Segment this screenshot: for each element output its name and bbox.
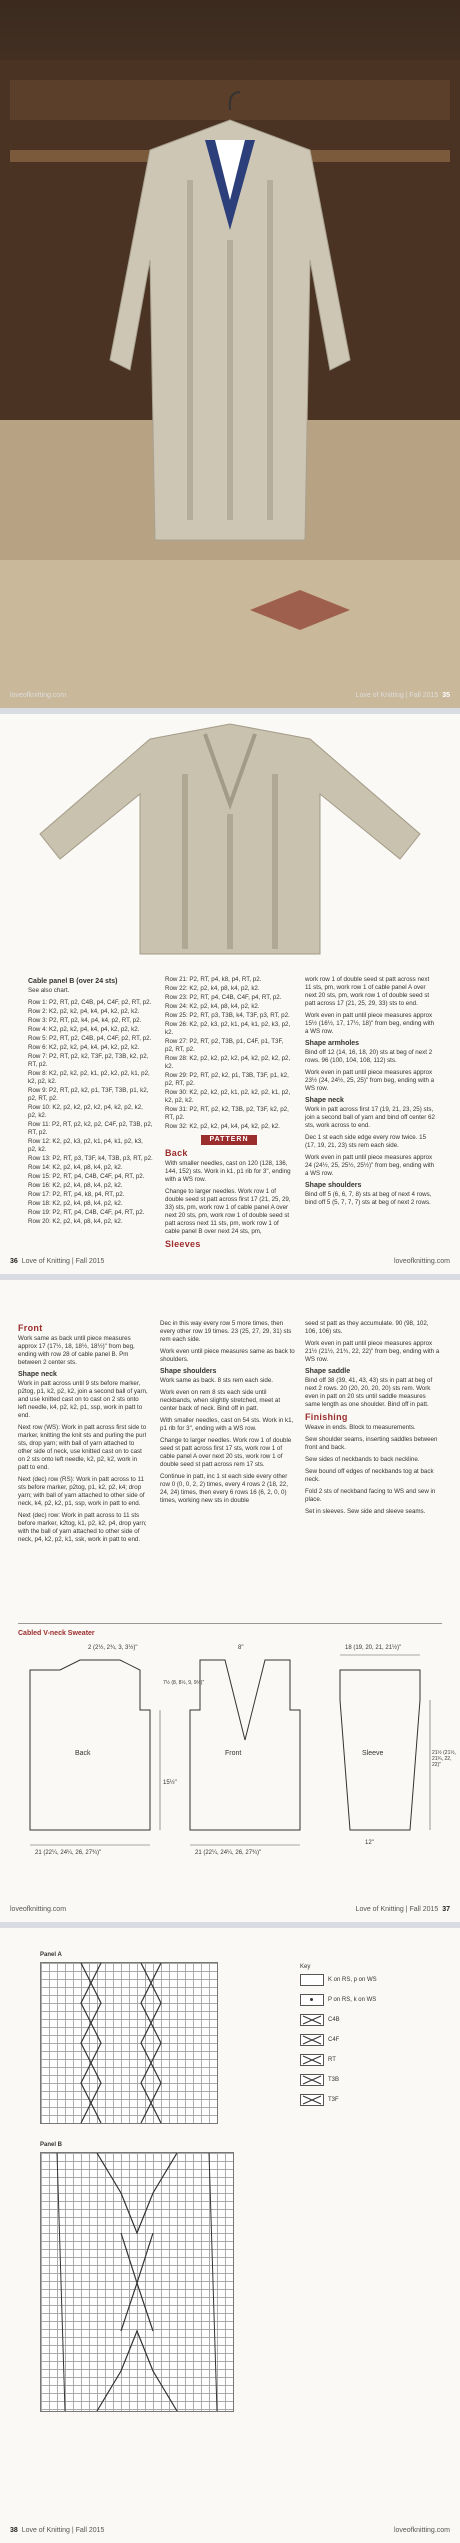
armholes-text: Bind off 12 (14, 16, 18, 20) sts at beg of next 2 rows. 96 (100, 104, 108, 112) sts. — [305, 1049, 433, 1064]
col1-row: Row 19: P2, RT, p4, C4B, C4F, p4, RT, p2. — [28, 1209, 145, 1216]
col2-row: Row 23: P2, RT, p4, C4B, C4F, p4, RT, p2. — [165, 994, 282, 1001]
back-outline — [30, 1660, 150, 1830]
sweater-photo — [0, 0, 460, 708]
footer-url: loveofknitting.com — [10, 691, 67, 699]
col2-row: Row 22: K2, p2, k4, p8, k4, p2, k2. — [165, 985, 260, 992]
key-label: C4B — [328, 2017, 340, 2023]
col1-row: Row 6: K2, p2, k2, p4, k4, p4, k2, p2, k2. — [28, 1044, 140, 1051]
sleeves-text-2: Change to larger needles. Work row 1 of double seed st patt across first 17 sts, work row 1 of cable panel A over next 20 sts, work row 1 of double seed st patt across rem 17 sts. — [160, 1437, 292, 1468]
panel-b-title: Panel B — [40, 2142, 63, 2148]
pattern-label: PATTERN — [201, 1135, 256, 1145]
page-number: 35 — [442, 691, 450, 699]
sleeves-heading: Sleeves — [165, 1239, 201, 1249]
col2-row: Row 32: K2, p2, k2, p4, k4, p4, k2, p2, k2. — [165, 1123, 280, 1130]
col1-row: Row 1: P2, RT, p2, C4B, p4, C4F, p2, RT, p2. — [28, 999, 152, 1006]
col1-row: Row 20: K2, p2, k4, p8, k4, p2, k2. — [28, 1218, 123, 1225]
col2-row: Row 30: K2, p2, k2, p2, k1, p2, k2, p2, k1, p2, k2, p2, k2. — [165, 1089, 291, 1104]
schematic-title: Cabled V-neck Sweater — [18, 1630, 95, 1637]
neck-text: Work in patt across first 17 (19, 21, 23, 25) sts, join a second ball of yarn and bind off center 62 sts, work across to end. — [305, 1106, 435, 1129]
footer-magazine: Love of Knitting | Fall 2015 — [21, 2526, 105, 2534]
key-swatch-icon — [300, 2054, 324, 2066]
neck-heading: Shape neck — [18, 1371, 57, 1378]
dim-width-front: 21 (22¼, 24¼, 26, 27¾)" — [195, 1850, 262, 1856]
shoulders-heading: Shape shoulders — [160, 1368, 217, 1375]
col2-row: Row 29: P2, RT, p2, k2, p1, T3B, T3F, p1, k2, p2, RT, p2. — [165, 1072, 289, 1087]
key-item — [300, 1970, 440, 1990]
sleeve-label: Sleeve — [362, 1750, 384, 1757]
panel-a-cables — [41, 1963, 217, 2123]
col1-row: Row 10: K2, p2, k2, p2, k2, p4, k2, p2, k2, p2, k2. — [28, 1104, 143, 1119]
dim-shoulder: 2 (2½, 2¾, 3, 3½)" — [88, 1645, 138, 1651]
finishing-text-4: Sew bound off edges of neckbands tog at back neck. — [305, 1468, 434, 1483]
col3-text-2: Work even in patt until piece measures approx 15½ (16½, 17, 17½, 18)" from beg, ending with a WS row. — [305, 1012, 435, 1035]
key-label: RT — [328, 2057, 336, 2063]
page-footer — [10, 1902, 450, 1916]
neck-text-2: Dec 1 st each side edge every row twice. 15 (17, 19, 21, 23) sts rem each side. — [305, 1134, 427, 1149]
key-label: K on RS, p on WS — [328, 1977, 377, 1983]
footer-url: loveofknitting.com — [10, 1905, 67, 1913]
next-row-ws: Next row (WS): Work in patt across first side to marker, knitting the knit sts and purling the purl sts, drop yarn; with ball of yarn attached to other side of neck, use knitted cast on to cast on 2 sts onto left needle, k2, p2, k2, work in patt to end. — [18, 1424, 147, 1471]
back-text-2: Change to larger needles. Work row 1 of double seed st patt across first 17 (21, 25, 29, 33) sts, pm, work row 1 of cable panel A over next 20 sts, pm, work row 1 of double seed st patt across next 11 sts, pm, work row 1 of cable panel B over next 24 sts, pm, — [165, 1188, 291, 1235]
key-swatch-icon — [300, 2014, 324, 2026]
neck-text-3: Work even in patt until piece measures approx 24 (24½, 25, 25½, 25½)" from beg, ending with a WS row. — [305, 1154, 435, 1177]
chart-key — [300, 1964, 440, 2110]
middle-column — [165, 976, 293, 1251]
footer-magazine: Love of Knitting | Fall 2015 — [21, 1257, 105, 1265]
key-swatch-icon — [300, 2074, 324, 2086]
divider — [18, 1623, 442, 1624]
key-item — [300, 2070, 440, 2090]
finishing-text-5: Fold 2 sts of neckband facing to WS and sew in place. — [305, 1488, 436, 1503]
key-swatch-icon — [300, 1994, 324, 2006]
dim-sleeve-length: 21½ (21½, 21¾, 22, 22)" — [432, 1750, 456, 1768]
key-swatch-icon — [300, 1974, 324, 1986]
key-label: P on RS, k on WS — [328, 1997, 377, 2003]
dim-armhole: 7½ (8, 8½, 9, 9½)" — [163, 1680, 205, 1686]
panel-b-title: Cable panel B (over 24 sts) — [28, 978, 118, 985]
page-number: 36 — [10, 1257, 18, 1265]
panel-b-cables — [41, 2153, 233, 2411]
finishing-text: Weave in ends. Block to measurements. — [305, 1424, 416, 1431]
col1-row: Row 14: K2, p2, k4, p8, k4, p2, k2. — [28, 1164, 123, 1171]
back-text: With smaller needles, cast on 120 (128, 136, 144, 152) sts. Work in k1, p1 rib for 3", ending with a WS row. — [165, 1160, 291, 1183]
armholes-text-2: Work even in patt until piece measures approx 23½ (24, 24½, 25, 25)" from beg, ending with a WS row. — [305, 1069, 435, 1092]
key-items — [300, 1970, 440, 2110]
right-column — [305, 1320, 440, 1520]
saddle-text: Bind off 38 (39, 41, 43, 43) sts in patt at beg of next 2 rows. 20 (20, 20, 20, 20) sts rem. Work even in patt on 20 sts until saddle measures same length as one shoulder. Bind off in patt. — [305, 1377, 433, 1408]
col1-row: Row 11: P2, RT, p2, k2, p2, C4F, p2, T3B, p2, RT, p2. — [28, 1121, 153, 1136]
page-footer — [10, 688, 450, 702]
col1-row: Row 12: K2, p2, k3, p2, k1, p4, k1, p2, k3, p2, k2. — [28, 1138, 143, 1153]
dim-neck: 8" — [238, 1645, 244, 1651]
shoulders-text-2: Work even on rem 8 sts each side until neckbands, when slightly stretched, meet at center back of neck. Bind off in patt. — [160, 1389, 281, 1412]
key-label: C4F — [328, 2037, 340, 2043]
armholes-heading: Shape armholes — [305, 1040, 360, 1047]
col1-row: Row 3: P2, RT, p2, k4, p4, k4, p2, RT, p2. — [28, 1017, 142, 1024]
col1-row: Row 2: K2, p2, k2, p4, k4, p4, k2, p2, k2. — [28, 1008, 140, 1015]
key-swatch-icon — [300, 2094, 324, 2106]
next-dec-rs: Next (dec) row (RS): Work in patt across to 11 sts before marker, p2tog, p1, k2, p2, k4; drop yarn; with ball of yarn attached to other side of neck, k4, p2, k2, p1, ssp, work in patt to end. — [18, 1476, 145, 1507]
col1-row: Row 16: K2, p2, k4, p8, k4, p2, k2. — [28, 1182, 123, 1189]
col1-row: Row 7: P2, RT, p2, k2, T3F, p2, T3B, k2, p2, RT, p2. — [28, 1053, 149, 1068]
front-label: Front — [225, 1750, 242, 1757]
front-column — [18, 1320, 148, 1548]
col1-row: Row 13: P2, RT, p3, T3F, k4, T3B, p3, RT, p2. — [28, 1155, 153, 1162]
shoulders-text: Work same as back. 8 sts rem each side. — [160, 1377, 274, 1384]
finishing-text-3: Sew sides of neckbands to back neckline. — [305, 1456, 420, 1463]
col1-row: Row 15: P2, RT, p4, C4B, C4F, p4, RT, p2. — [28, 1173, 145, 1180]
col1-row: Row 9: P2, RT, p2, k2, p1, T3F, T3B, p1, k2, p2, RT, p2. — [28, 1087, 149, 1102]
page-footer — [10, 2523, 450, 2537]
col2-row: Row 25: P2, RT, p3, T3B, k4, T3F, p3, RT, p2. — [165, 1012, 290, 1019]
finishing-heading: Finishing — [305, 1412, 348, 1422]
footer-magazine: Love of Knitting | Fall 2015 — [355, 1905, 439, 1913]
front-heading: Front — [18, 1323, 43, 1333]
col2-text-2: Work even until piece measures same as back to shoulders. — [160, 1348, 295, 1363]
col1-row: Row 17: P2, RT, p4, k8, p4, RT, p2. — [28, 1191, 125, 1198]
key-label: T3F — [328, 2097, 339, 2103]
page-footer — [10, 1254, 450, 1268]
footer-magazine: Love of Knitting | Fall 2015 — [355, 691, 439, 699]
col1-row: Row 5: P2, RT, p2, C4B, p4, C4F, p2, RT, p2. — [28, 1035, 152, 1042]
col2-row: Row 26: K2, p2, k3, p2, k1, p4, k1, p2, k3, p2, k2. — [165, 1021, 291, 1036]
dim-length: 15½" — [163, 1780, 177, 1786]
see-chart-note: See also chart. — [28, 987, 70, 994]
dim-width-back: 21 (22¼, 24¼, 26, 27¾)" — [35, 1850, 102, 1856]
key-item — [300, 2030, 440, 2050]
page-35-photo — [0, 0, 460, 708]
panel-a-title: Panel A — [40, 1952, 62, 1958]
front-text: Work same as back until piece measures approx 17 (17½, 18, 18½, 18½)" from beg, ending with row 28 of cable panel B. Pm between 2 center sts. — [18, 1335, 135, 1366]
sleeves-text-3: Continue in patt, inc 1 st each side every other row 0 (0, 0, 2, 2) times, every 4 rows 2 (18, 22, 24, 24) times, then every 6 rows 16 (6, 2, 0, 0) times, working new sts in double — [160, 1473, 288, 1504]
col3-text: work row 1 of double seed st patt across next 11 sts, pm, work row 1 of cable panel A over next 20 sts, pm, work row 1 of double seed st patt across 17 (21, 25, 29, 33) sts to end. — [305, 976, 430, 1007]
shoulders-heading: Shape shoulders — [305, 1182, 362, 1189]
neck-heading: Shape neck — [305, 1097, 344, 1104]
panel-a-chart — [40, 1962, 218, 2124]
key-item — [300, 2050, 440, 2070]
col2-row: Row 27: P2, RT, p2, T3B, p1, C4F, p1, T3F, p2, RT, p2. — [165, 1038, 284, 1053]
finishing-text-2: Sew shoulder seams, inserting saddles between front and back. — [305, 1436, 438, 1451]
page-38-charts — [0, 1922, 460, 2543]
front-outline — [190, 1660, 300, 1830]
key-swatch-icon — [300, 2034, 324, 2046]
page-number: 38 — [10, 2526, 18, 2534]
sleeves-text: With smaller needles, cast on 54 sts. Work in k1, p1 rib for 3", ending with a WS row. — [160, 1417, 294, 1432]
schematic-title-wrap — [18, 1626, 218, 1639]
panel-b-chart — [40, 2152, 234, 2412]
footer-url: loveofknitting.com — [393, 1257, 450, 1265]
middle-column — [160, 1320, 295, 1509]
col2-row: Row 24: K2, p2, k4, p8, k4, p2, k2. — [165, 1003, 260, 1010]
col2-row: Row 21: P2, RT, p4, k8, p4, RT, p2. — [165, 976, 262, 983]
panel-b-rows-col1 — [28, 999, 153, 1226]
cable-panel-b-column — [28, 974, 153, 1227]
page-37 — [0, 1274, 460, 1922]
finishing-text-6: Set in sleeves. Sew side and sleeve seams. — [305, 1508, 426, 1515]
col3-text: seed st patt as they accumulate. 90 (98, 102, 106, 106) sts. — [305, 1320, 429, 1335]
key-title: Key — [300, 1964, 311, 1970]
next-dec-ws: Next (dec) row: Work in patt across to 11 sts before marker, k2tog, k1, p2, k2, p4, drop yarn; with the ball of yarn attached to other side of neck, p4, k2, p2, k1, ssk, work in patt to end. — [18, 1512, 147, 1543]
saddle-heading: Shape saddle — [305, 1368, 351, 1375]
col1-row: Row 4: K2, p2, k2, p4, k4, p4, k2, p2, k2. — [28, 1026, 140, 1033]
key-label: T3B — [328, 2077, 340, 2083]
col2-text: Dec in this way every row 5 more times, then every other row 19 times. 23 (25, 27, 29, 31) sts rem each side. — [160, 1320, 292, 1343]
page-number: 37 — [442, 1905, 450, 1913]
col1-row: Row 18: K2, p2, k4, p8, k4, p2, k2. — [28, 1200, 123, 1207]
panel-b-rows-col2 — [165, 976, 293, 1131]
dim-sleeve-width: 12" — [365, 1840, 374, 1846]
neck-text: Work in patt across until 9 sts before marker, p2tog, p1, k2, p2, k2, join a second ball of yarn, and use knitted cast on to cast on 2 sts onto left needle, k4, p2, k2, p1, ssp, work in patt to end. — [18, 1380, 148, 1419]
page-36 — [0, 708, 460, 1274]
back-label: Back — [75, 1750, 91, 1757]
col2-row: Row 28: K2, p2, k2, p2, k2, p4, k2, p2, k2, p2, k2. — [165, 1055, 291, 1070]
footer-url: loveofknitting.com — [393, 2526, 450, 2534]
sweater-flat-photo — [0, 714, 460, 964]
dim-sleeve-top: 18 (19, 20, 21, 21½)" — [345, 1645, 402, 1651]
shoulders-text: Bind off 5 (6, 6, 7, 8) sts at beg of next 4 rows, bind off 5 (5, 7, 7, 7) sts at beg of next 2 rows. — [305, 1191, 432, 1206]
back-heading: Back — [165, 1148, 188, 1158]
key-item — [300, 1990, 440, 2010]
right-column — [305, 976, 435, 1211]
key-item — [300, 2090, 440, 2110]
col3-text-2: Work even in patt until piece measures approx 21½ (21½, 21¾, 22, 22)" from beg, ending with a WS row. — [305, 1340, 440, 1363]
key-item — [300, 2010, 440, 2030]
col1-row: Row 8: K2, p2, k2, p2, k1, p2, k2, p2, k1, p2, k2, p2, k2. — [28, 1070, 150, 1085]
col2-row: Row 31: P2, RT, p2, k2, T3B, p2, T3F, k2, p2, RT, p2. — [165, 1106, 289, 1121]
